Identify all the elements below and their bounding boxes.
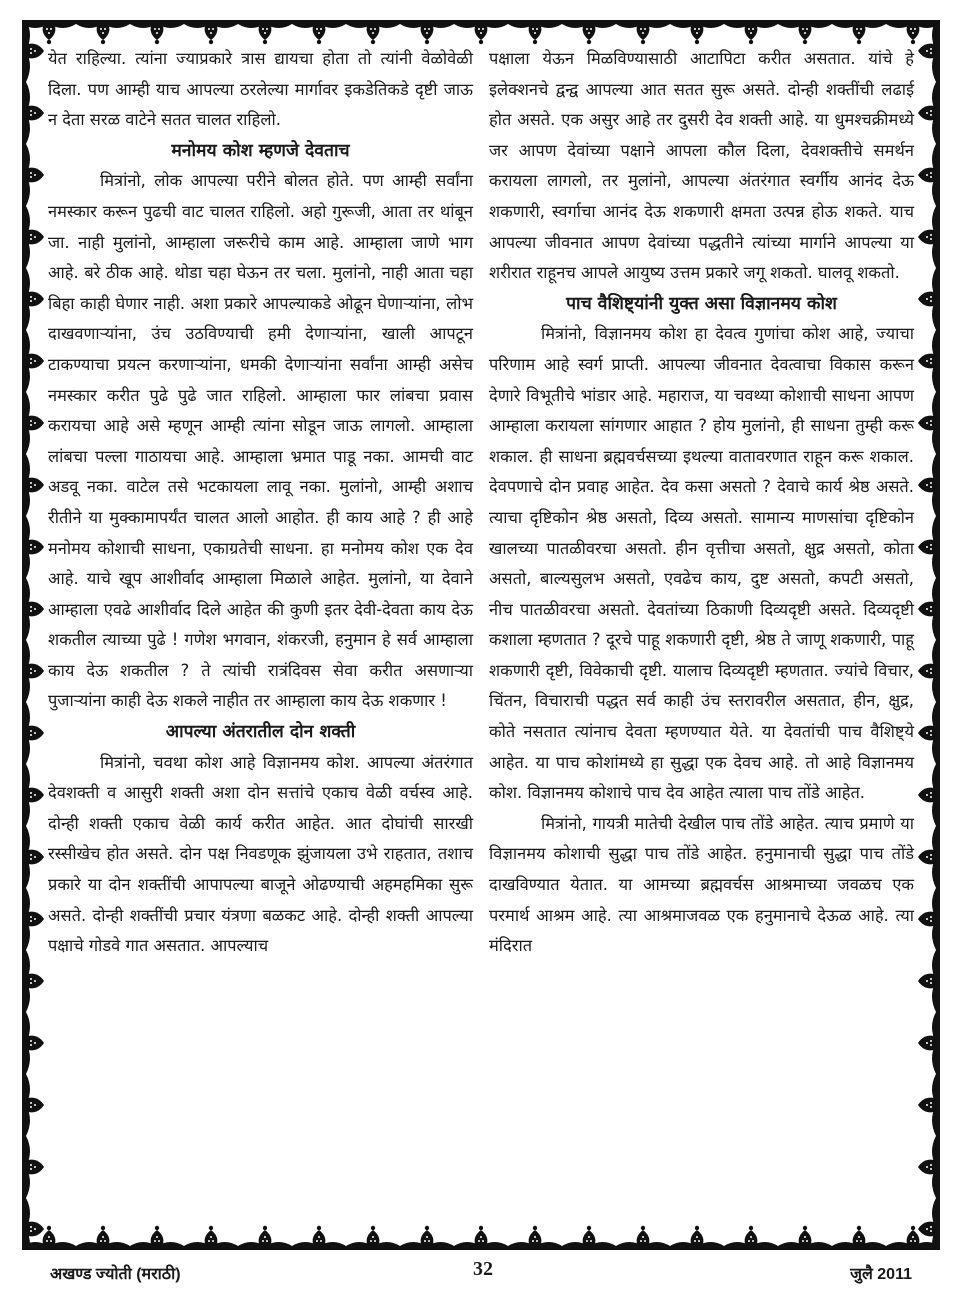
left-paragraph-3: मित्रांनो, चवथा कोश आहे विज्ञानमय कोश. आपल्या अंतरंगात देवशक्ती व आसुरी शक्ती अशा दोन सत्तांचे एकाच वेळी वर्चस्व आहे. दोन्ही शक्ती एकाच वेळी कार्य करीत आहेत. आत दोघांची सारखी रस्सीखेच होत असते. दोन पक्ष निवडणूक झुंजायला उभे राहतात, तशाच प्रकारे या दोन शक्तींची आपापल्या बाजूने ओढण्याची अहमहमिका सुरू असते. दोन्ही शक्तींची प्रचार यंत्रणा बळकट आहे. दोन्ही शक्ती आपल्या पक्षाचे गोडवे गात असतात. आपल्याच xyxy=(48,752,473,956)
right-paragraph-2: मित्रांनो, विज्ञानमय कोश हा देवत्व गुणांचा कोश आहे, ज्याचा परिणाम आहे स्वर्ग प्राप्ती. आपल्या जीवनात देवत्वाचा विकास करून देणारे विभूतीचे भांडार आहे. महाराज, या चवथ्या कोशाची साधना आपण आम्हाला करायला सांगणार आहात ? होय मुलांनो, ही साधना तुम्ही करू शकाल. ही साधना ब्रह्मवर्चसच्या इथल्या वातावरणात राहून करू शकाल. देवपणाचे दोन प्रवाह आहेत. देव कसा असतो ? देवाचे कार्य श्रेष्ठ असते. त्याचा दृष्टिकोन श्रेष्ठ असतो, दिव्य असतो. सामान्य माणसांचा दृष्टिकोन खालच्या पातळीवरचा असतो. हीन वृत्तीचा असतो, क्षुद्र असतो, कोता असतो, बाल्यसुलभ असतो, एवढेच काय, दुष्ट असतो, कपटी असतो, नीच पातळीवरचा असतो. देवतांच्या ठिकाणी दिव्यदृष्टी असते. दिव्यदृष्टी कशाला म्हणतात ? दूरचे पाहू शकणारी दृष्टी, श्रेष्ठ ते जाणू शकणारी, पाहू शकणारी दृष्टी, विवेकाची दृष्टी. यालाच दिव्यदृष्टी म्हणतात. ज्यांचे विचार, चिंतन, विचाराची पद्धत सर्व काही उंच स्तरावरील असतात, हीन, क्षुद्र, कोते नसतात त्यांनाच देवता म्हणण्यात येते. या देवतांची पाच वैशिष्ट्ये आहेत. या पाच कोशांमध्ये हा सुद्धा एक देवच आहे. तो आहे विज्ञानमय कोश. विज्ञानमय कोशाचे पाच देव आहेत त्याला पाच तोंडे आहेत. xyxy=(489,324,914,803)
ornament-border-right xyxy=(914,20,940,1250)
ornament-border-left xyxy=(22,20,48,1250)
page-number: 32 xyxy=(473,1258,493,1280)
right-paragraph-3: मित्रांनो, गायत्री मातेची देखील पाच तोंडे आहेत. त्याच प्रमाणे या विज्ञानमय कोशाची सुद्धा पाच तोंडे आहेत. हनुमानाची सुद्धा पाच तोंडे दाखविण्यात येतात. या आमच्या ब्रह्मवर्चस आश्रमाच्या जवळच एक परमार्थ आश्रम आहे. त्या आश्रमाजवळ एक हनुमानाचे देऊळ आहे. त्या मंदिरात xyxy=(489,813,914,956)
text-columns xyxy=(48,44,914,1224)
page-footer xyxy=(0,1258,966,1292)
section-heading-vigyanmay-kosh: पाच वैशिष्ट्यांनी युक्त असा विज्ञानमय कोश xyxy=(566,293,837,314)
left-column xyxy=(48,44,473,1224)
publication-name: अखण्ड ज्योती (मराठी) xyxy=(50,1266,181,1283)
ornament-border-bottom xyxy=(22,1224,940,1250)
section-heading-manomay-kosh: मनोमय कोश म्हणजे देवताच xyxy=(171,140,350,161)
issue-date: जुलै 2011 xyxy=(850,1266,912,1283)
left-paragraph-2: मित्रांनो, लोक आपल्या परीने बोलत होते. पण आम्ही सर्वांना नमस्कार करून पुढची वाट चालत राहिलो. अहो गुरूजी, आता तर थांबून जा. नाही मुलांनो, आम्हाला जरूरीचे काम आहे. आम्हाला जाणे भाग आहे. बरे ठीक आहे. थोडा चहा घेऊन तर चला. मुलांनो, नाही आता चहा बिहा काही घेणार नाही. अशा प्रकारे आपल्याकडे ओढून घेणाऱ्यांना, लोभ दाखवणाऱ्यांना, उंच उठविण्याची हमी देणाऱ्यांना, खाली आपटून टाकण्याचा प्रयत्न करणाऱ्यांना, धमकी देणाऱ्यांना सर्वांना आम्ही असेच नमस्कार करीत पुढे पुढे जात राहिलो. आम्हाला फार लांबचा प्रवास करायचा आहे असे म्हणून आम्ही त्यांना सोडून जाऊ लागलो. आम्हाला लांबचा पल्ला गाठायचा आहे. आम्हाला भ्रमात पाडू नका. आमची वाट अडवू नका. वाटेल तसे भटकायला लावू नका. मुलांनो, आम्ही अशाच रीतीने या मुक्कामापर्यंत चालत आलो आहोत. ही काय आहे ? ही आहे मनोमय कोशाची साधना, एकाग्रतेची साधना. हा मनोमय कोश एक देव आहे. याचे खूप आशीर्वाद आम्हाला मिळाले आहेत. मुलांनो, या देवाने आम्हाला एवढे आशीर्वाद दिले आहेत की कुणी इतर देवी-देवता काय देऊ शकतील त्याच्या पुढे ! गणेश भगवान, शंकरजी, हनुमान हे सर्व आम्हाला काय देऊ शकतील ? ते त्यांची रात्रंदिवस सेवा करीत असणाऱ्या पुजाऱ्यांना काही देऊ शकले नाहीत तर आम्हाला काय देऊ शकणार ! xyxy=(48,171,473,711)
ornament-border-top xyxy=(22,20,940,46)
ornamental-page-border xyxy=(22,20,940,1250)
right-paragraph-1: पक्षाला येऊन मिळविण्यासाठी आटापिटा करीत असतात. यांचे हे इलेक्शनचे द्वन्द्व आपल्या आत सतत सुरू असते. दोन्ही शक्तींची लढाई होत असते. एक असुर आहे तर दुसरी देव शक्ती आहे. या धुमश्चक्रीमध्ये जर आपण देवांच्या पक्षाने आपला कौल दिला, देवशक्तीचे समर्थन करायला लागलो, तर मुलांनो, आपल्या अंतरंगात स्वर्गीय आनंद देऊ शकणारी, स्वर्गाचा आनंद देऊ शकणारी क्षमता उत्पन्न होऊ शकते. याच आपल्या जीवनात आपण देवांच्या पद्धतीने त्यांच्या मार्गाने आपल्या या शरीरात राहूनच आपले आयुष्य उत्तम प्रकारे जगू शकतो. घालवू शकतो. xyxy=(489,49,914,283)
left-paragraph-1: येत राहिल्या. त्यांना ज्याप्रकारे त्रास द्यायचा होता तो त्यांनी वेळोवेळी दिला. पण आम्ही याच आपल्या ठरलेल्या मार्गावर इकडेतिकडे दृष्टी जाऊ न देता सरळ वाटेने सतत चालत राहिलो. xyxy=(48,49,473,130)
right-column xyxy=(489,44,914,1224)
section-heading-two-shaktis: आपल्या अंतरातील दोन शक्ती xyxy=(165,722,356,743)
